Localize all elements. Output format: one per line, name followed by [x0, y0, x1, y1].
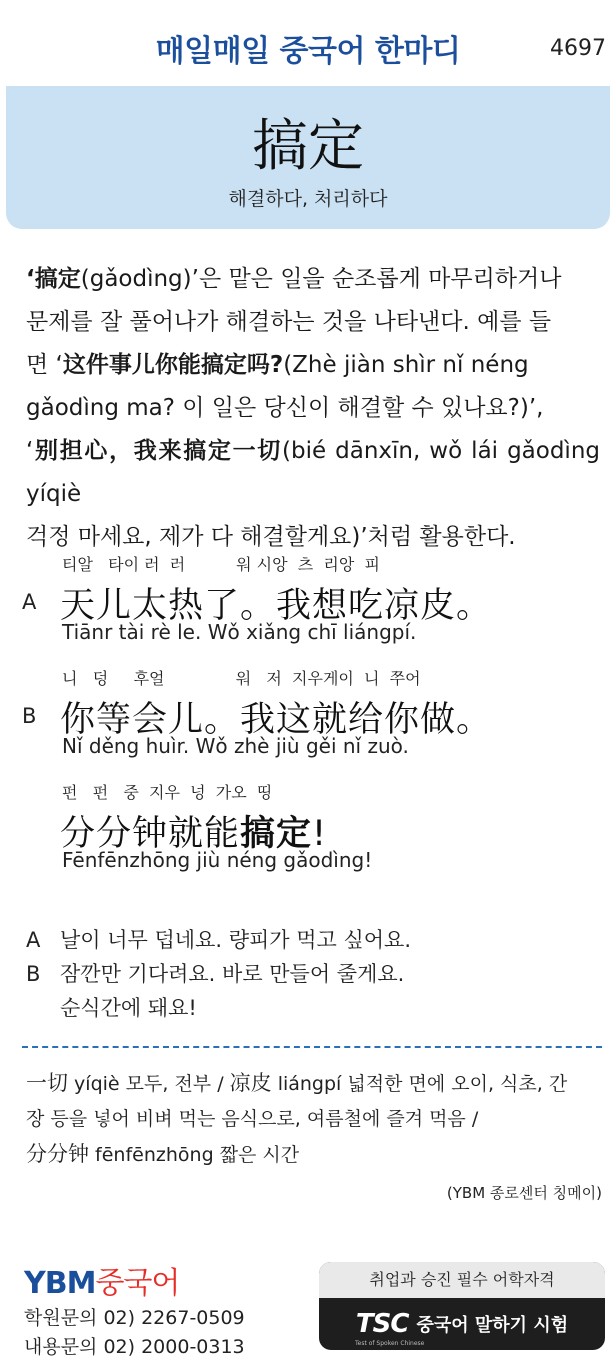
- chinese-sentence: 天儿太热了。我想吃凉皮。: [60, 586, 493, 626]
- tsc-name: 중국어 말하기 시험: [416, 1315, 569, 1336]
- author-credit: (YBM 종로센터 칭메이): [446, 1184, 602, 1202]
- translation-line: B 잠깐만 기다려요. 바로 만들어 줄게요.: [26, 962, 405, 986]
- tsc-tagline: 취업과 승진 필수 어학자격: [319, 1262, 605, 1298]
- speaker-label: A: [26, 928, 41, 952]
- academy-phone: 학원문의 02) 2267-0509: [24, 1307, 245, 1329]
- title-meaning: 해결하다, 처리하다: [228, 188, 388, 210]
- chinese-sentence: 你等会儿。我这就给你做。: [60, 700, 493, 740]
- ybm-logo: YBM중국어: [24, 1266, 180, 1301]
- intro-line: 걱정 마세요, 제가 다 해결할게요)’처럼 활용한다.: [26, 524, 516, 550]
- series-title: 매일매일 중국어 한마디: [155, 34, 461, 69]
- vocab-line: 장 등을 넣어 비벼 먹는 음식으로, 여름철에 즐겨 먹음 /: [26, 1108, 479, 1130]
- title-hanzi: 搞定: [252, 114, 364, 179]
- intro-paragraph: [26, 258, 600, 559]
- title-box: [6, 86, 610, 229]
- vocab-line: 分分钟 fēnfēnzhōng 짧은 시간: [26, 1142, 300, 1166]
- tsc-banner: [319, 1262, 605, 1350]
- pinyin: Fēnfēnzhōng jiù néng gǎodìng!: [62, 848, 373, 872]
- speaker-label: B: [22, 704, 37, 728]
- translation-line: 순식간에 돼요!: [60, 996, 197, 1020]
- header: [0, 0, 616, 86]
- speaker-label: B: [26, 962, 41, 986]
- translation-line: A 날이 너무 덥네요. 량피가 먹고 싶어요.: [26, 928, 412, 952]
- intro-line: gǎodìng ma? 이 일은 당신이 해결할 수 있나요?)’,: [26, 395, 544, 421]
- pinyin: Nǐ děng huìr. Wǒ zhè jiù gěi nǐ zuò.: [62, 734, 409, 758]
- vocabulary-notes: [26, 1066, 598, 1173]
- ybm-contact: [24, 1258, 245, 1360]
- intro-line: ‘别担心，我来搞定一切(bié dānxīn, wǒ lái gǎodìng yíqiè: [26, 438, 600, 507]
- tsc-logo: TSC: [355, 1309, 409, 1339]
- pronunciation-guide: 니 덩 후얼 워 저 지우게이 니 쭈어: [62, 669, 421, 688]
- vocab-line: 一切 yíqiè 모두, 전부 / 凉皮 liángpí 넓적한 면에 오이, 식초, 간: [26, 1071, 568, 1095]
- speaker-label: A: [22, 590, 37, 614]
- pinyin: Tiānr tài rè le. Wǒ xiǎng chī liángpí.: [62, 620, 417, 644]
- intro-line: ‘搞定(gǎodìng)’은 맡은 일을 순조롭게 마무리하거나: [26, 266, 562, 292]
- intro-line: 문제를 잘 풀어나가 해결하는 것을 나타낸다. 예를 들: [26, 309, 552, 335]
- intro-line: 면 ‘这件事儿你能搞定吗?(Zhè jiàn shìr nǐ néng: [26, 352, 529, 378]
- dashed-divider: [22, 1046, 602, 1048]
- pronunciation-guide: 펀 펀 중 지우 넝 가오 띵: [62, 783, 273, 802]
- content-phone: 내용문의 02) 2000-0313: [24, 1336, 245, 1358]
- issue-number: 4697: [550, 36, 606, 61]
- pronunciation-guide: 티알 타이 러 러 워 시앙 츠 리앙 피: [62, 555, 380, 574]
- chinese-sentence: 分分钟就能搞定!: [60, 814, 328, 854]
- tsc-subtitle: Test of Spoken Chinese: [355, 1340, 425, 1347]
